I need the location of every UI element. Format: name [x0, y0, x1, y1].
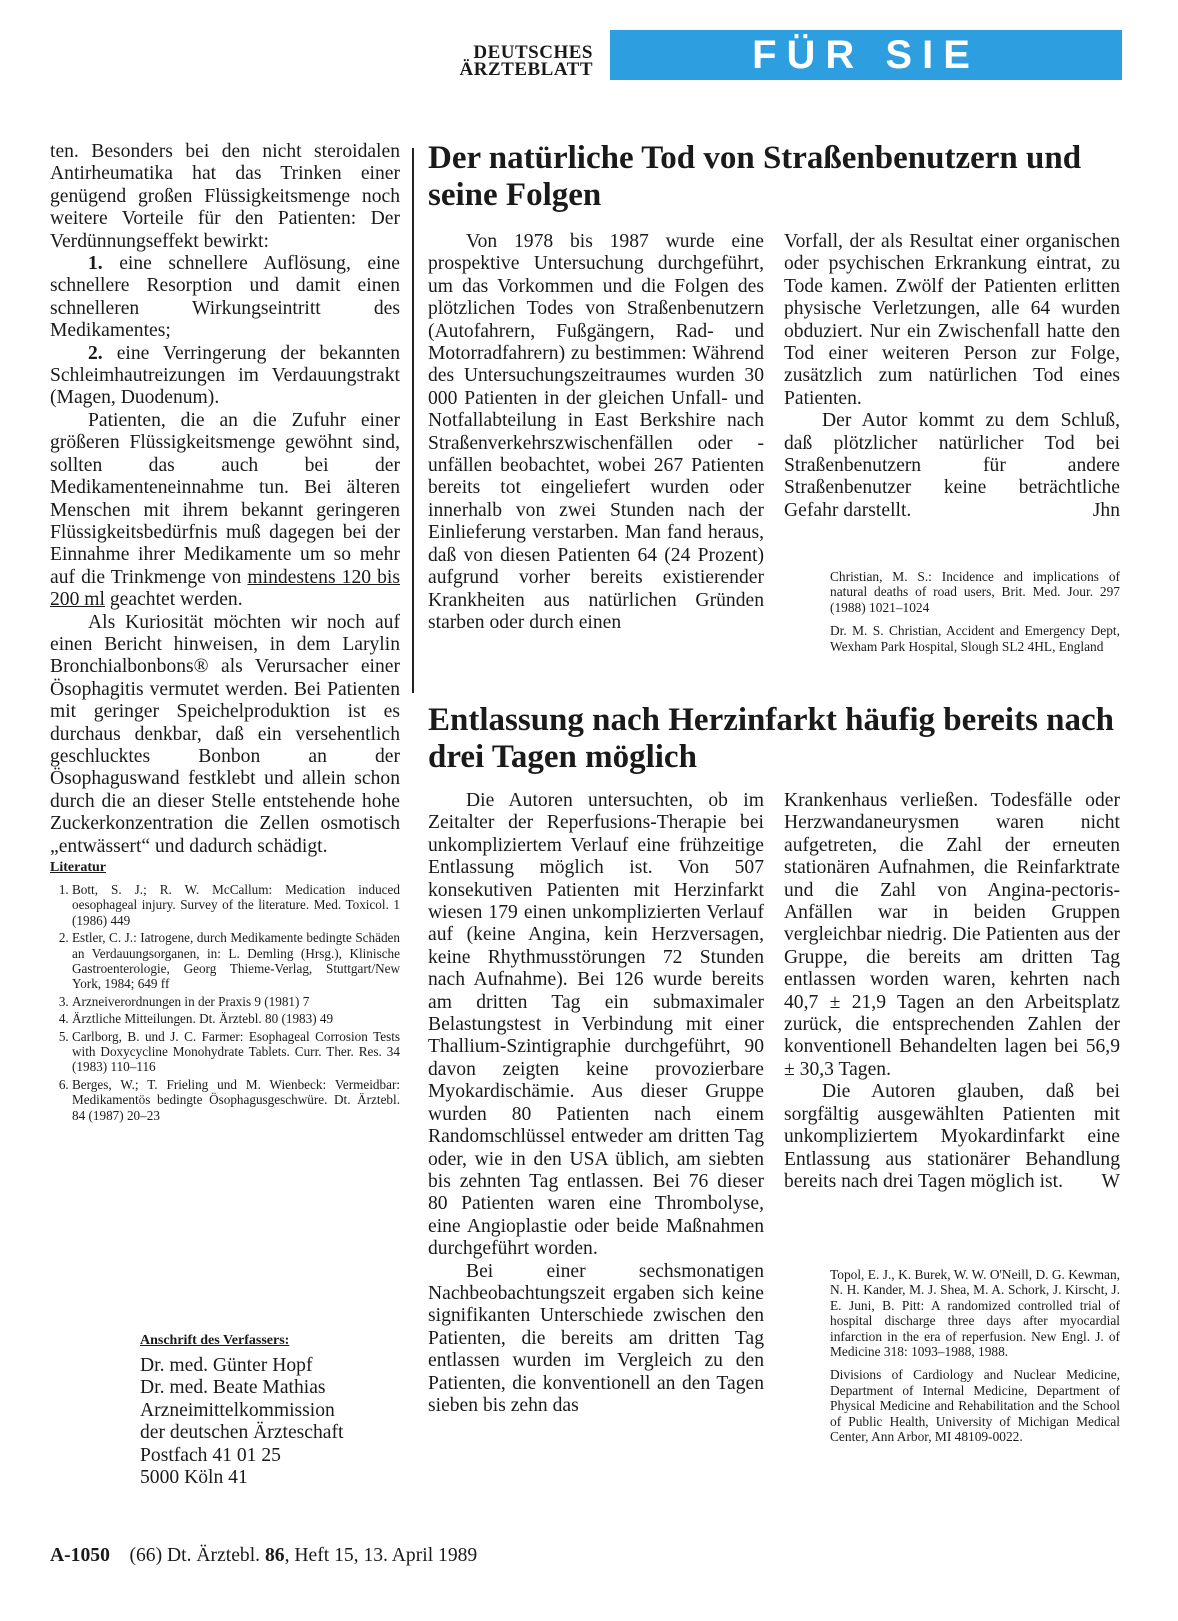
- section-banner: FÜR SIE REFERIERT: [610, 30, 1122, 80]
- text: geachtet werden.: [104, 589, 243, 611]
- reference-item: 6. Berges, W.; T. Frieling und M. Wienbeck: Vermeidbar: Medikamentös bedingte Ösophagusgeschwüre. Dt. Ärztebl. 84 (1987) 20–23: [72, 1077, 400, 1123]
- list-text: eine schnellere Auflösung, eine schnellere Resorption und damit einen schnelleren Wirkungseintritt des Medikamentes;: [50, 253, 400, 342]
- text: Patienten, die an die Zufuhr einer größeren Flüssigkeitsmenge gewöhnt sind, sollten das auch bei der Medikamenteneinnahme tun. Bei älteren Menschen mit ihrem bekannt geringeren Flüssigkeitsbedürfnis muß dagegen bei der Einnahme ihrer Medikamente um so mehr auf die Trinkmenge von: [50, 409, 400, 588]
- address-line: der deutschen Ärzteschaft: [140, 1422, 344, 1444]
- brand-line-2: ÄRZTEBLATT: [459, 59, 593, 80]
- article-2-headline: Entlassung nach Herzinfarkt häufig bereits nach drei Tagen möglich: [428, 702, 1115, 775]
- paragraph: [50, 410, 400, 612]
- article-1-headline: Der natürliche Tod von Straßenbenutzern und seine Folgen: [428, 140, 1082, 213]
- citation: Topol, E. J., K. Burek, W. W. O'Neill, D. G. Kewman, N. H. Kander, M. J. Shea, M. A. Schork, J. Kirscht, J. E. Juni, B. Pitt: A randomized controlled trial of hospital discharge three days after myocardial infarction in the era of reperfusion. New Engl. J. of Medicine 318: 1093–1988, 1988.: [830, 1267, 1120, 1360]
- list-text: eine Verringerung der bekannten Schleimhautreizungen im Verdauungstrakt (Magen, Duodenum).: [50, 342, 400, 409]
- issue-suffix: , Heft 15, 13. April 1989: [284, 1545, 478, 1566]
- paragraph: Der Autor kommt zu dem Schluß, daß plötzlicher natürlicher Tod bei Straßenbenutzern für andere Straßenbenutzer keine beträchtliche Gefahr darstellt.: [784, 410, 1120, 521]
- brand-line-1: DEUTSCHES: [473, 42, 593, 63]
- list-item-2: [50, 343, 400, 410]
- reference-item: 5. Carlborg, B. und J. C. Farmer: Esophageal Corrosion Tests with Doxycycline Monohydrate Tablets. Curr. Ther. Res. 34 (1983) 110–116: [72, 1029, 400, 1075]
- address-line: Dr. med. Günter Hopf: [140, 1355, 313, 1376]
- paragraph: ten. Besonders bei den nicht steroidalen Antirheumatika hat das Trinken einer genügend großen Flüssigkeitsmenge noch weitere Vorteile für den Patienten: Der Verdünnungseffekt bewirkt:: [50, 141, 400, 252]
- reference-item: 1. Bott, S. J.; R. W. McCallum: Medication induced oesophageal injury. Survey of the literature. Med. Toxicol. 1 (1986) 449: [72, 882, 400, 928]
- article-1-column-a: [428, 231, 764, 634]
- address-line: Postfach 41 01 25: [140, 1444, 281, 1466]
- paragraph: Vorfall, der als Resultat einer organischen oder psychischen Erkrankung eintrat, zu Tode kamen. Zwölf der Patienten erlitten physische Verletzungen, alle 64 wurden obduziert. Nur ein Zwischenfall hatte den Tod einer weiteren Person zur Folge, zusätzlich zum natürlichen Tod eines Patienten.: [784, 231, 1120, 409]
- address-line: Arzneimittelkommission: [140, 1399, 335, 1421]
- list-number: 2.: [88, 342, 103, 364]
- affiliation: Divisions of Cardiology and Nuclear Medicine, Department of Internal Medicine, Department of Physical Medicine and Rehabilitation and the School of Public Health, University of Michigan Medical Center, Ann Arbor, MI 48109-0022.: [830, 1367, 1120, 1445]
- left-column: [50, 141, 400, 1125]
- address-heading: Anschrift des Verfassers:: [140, 1333, 290, 1348]
- page-number: A-1050: [50, 1545, 110, 1566]
- volume-number: 86: [264, 1545, 285, 1566]
- reference-item: 4. Ärztliche Mitteilungen. Dt. Ärztebl. 80 (1983) 49: [72, 1011, 400, 1026]
- article-2-references: [830, 1267, 1120, 1452]
- literature-heading: Literatur: [50, 860, 106, 875]
- address-line: 5000 Köln 41: [140, 1467, 248, 1489]
- citation: Christian, M. S.: Incidence and implications of natural deaths of road users, Brit. Med. Jour. 297 (1988) 1021–1024: [830, 569, 1120, 615]
- article-2-signature: W: [1101, 1171, 1120, 1193]
- column-divider: [412, 148, 414, 693]
- paragraph: Als Kuriosität möchten wir noch auf einen Bericht hinweisen, in dem Larylin Bronchialbonbons® als Verursacher einer Ösophagitis vermutet werden. Bei Patienten mit geringer Speichelproduktion ist es durchaus denkbar, daß ein versehentlich geschlucktes Bonbon an der Ösophaguswand festklebt und allein schon durch die an dieser Stelle entstehende hohe Zuckerkonzentration die Zellen osmotisch „entwässert“ und dadurch schädigt.: [50, 611, 400, 857]
- paragraph: Die Autoren untersuchten, ob im Zeitalter der Reperfusions-Therapie bei unkompliziertem Verlauf eine frühzeitige Entlassung möglich ist. Von 507 konsekutiven Patienten mit Herzinfarkt wiesen 179 einen unkomplizierten Verlauf auf (keine Angina, kein Herzversagen, keine Rhythmusstörungen 72 Stunden nach Aufnahme). Bei 126 wurde bereits am dritten Tag ein submaximaler Belastungstest in Verbindung mit einer Thallium-Szintigraphie durchgeführt, 90 davon zeigten keine provozierbare Myokardischämie. Aus dieser Gruppe wurden 80 Patienten nach einem Randomschlüssel entweder am dritten Tag oder, wie in den USA üblich, am siebten bis zehnten Tag entlassen. Bei 76 dieser 80 Patienten waren eine Thrombolyse, eine Angioplastie oder beide Maßnahmen durchgeführt worden.: [428, 790, 764, 1260]
- page-footer: [50, 1545, 477, 1567]
- reference-list: [50, 882, 400, 1123]
- reference-item: 2. Estler, C. J.: Iatrogene, durch Medikamente bedingte Schäden an Verdauungsorganen, in: L. Demling (Hrsg.), Klinische Gastroenterologie, Georg Thieme-Verlag, Stuttgart/New York, 1984; 649 ff: [72, 930, 400, 992]
- author-address: [140, 1355, 343, 1489]
- reference-item: 3. Arzneiverordnungen in der Praxis 9 (1981) 7: [72, 994, 400, 1009]
- list-number: 1.: [88, 253, 103, 275]
- issue-prefix: (66) Dt. Ärztebl.: [129, 1545, 261, 1566]
- article-2-column-a: [428, 790, 764, 1417]
- paragraph: Die Autoren glauben, daß bei sorgfältig ausgewählten Patienten mit unkompliziertem Myokardinfarkt eine Entlassung aus stationärer Behandlung bereits nach drei Tagen möglich ist.: [784, 1081, 1120, 1192]
- underlined-text: mindestens 120 bis 200 ml: [50, 566, 400, 611]
- journal-brand: [423, 44, 593, 78]
- article-1-signature: Jhn: [1092, 500, 1120, 522]
- article-1-references: [830, 569, 1120, 662]
- paragraph: Von 1978 bis 1987 wurde eine prospektive Untersuchung durchgeführt, um das Vorkommen und die Folgen des plötzlichen Todes von Straßenbenutzern (Autofahrern, Fußgängern, Rad- und Motorradfahrern) zu bestimmen: Während des Untersuchungszeitraumes wurden 30 000 Patienten in der gleichen Unfall- und Notfallabteilung in East Berkshire nach Straßenverkehrszwischenfällen oder -unfällen beobachtet, wobei 267 Patienten bereits tot eingeliefert wurden oder innerhalb von zwei Stunden nach der Einlieferung verstarben. Man fand heraus, daß von diesen Patienten 64 (24 Prozent) aufgrund vorher bereits existierender Krankheiten aus natürlichen Gründen starben oder durch einen: [428, 231, 764, 633]
- affiliation: Dr. M. S. Christian, Accident and Emergency Dept, Wexham Park Hospital, Slough SL2 4HL, England: [830, 623, 1120, 654]
- list-item-1: [50, 253, 400, 343]
- address-line: Dr. med. Beate Mathias: [140, 1377, 326, 1399]
- article-2-column-b: [784, 790, 1120, 1194]
- paragraph: Krankenhaus verließen. Todesfälle oder Herzwandaneurysmen waren nicht aufgetreten, die Zahl der erneuten stationären Aufnahmen, die Reinfarktrate und die Zahl von Angina-pectoris-Anfällen war in beiden Gruppen vergleichbar niedrig. Die Patienten aus der Gruppe, die bereits am dritten Tag entlassen worden waren, kehrten nach 40,7 ± 21,9 Tagen an den Arbeitsplatz zurück, die entsprechenden Zahlen der konventionell Behandelten lagen bei 56,9 ± 30,3 Tagen.: [784, 790, 1120, 1080]
- article-1-column-b: [784, 231, 1120, 523]
- paragraph: Bei einer sechsmonatigen Nachbeobachtungszeit ergaben sich keine signifikanten Unterschiede zwischen den Patienten, die bereits am dritten Tag entlassen wurden im Vergleich zu den Patienten, die konventionell an den Tagen sieben bis zehn das: [428, 1260, 764, 1416]
